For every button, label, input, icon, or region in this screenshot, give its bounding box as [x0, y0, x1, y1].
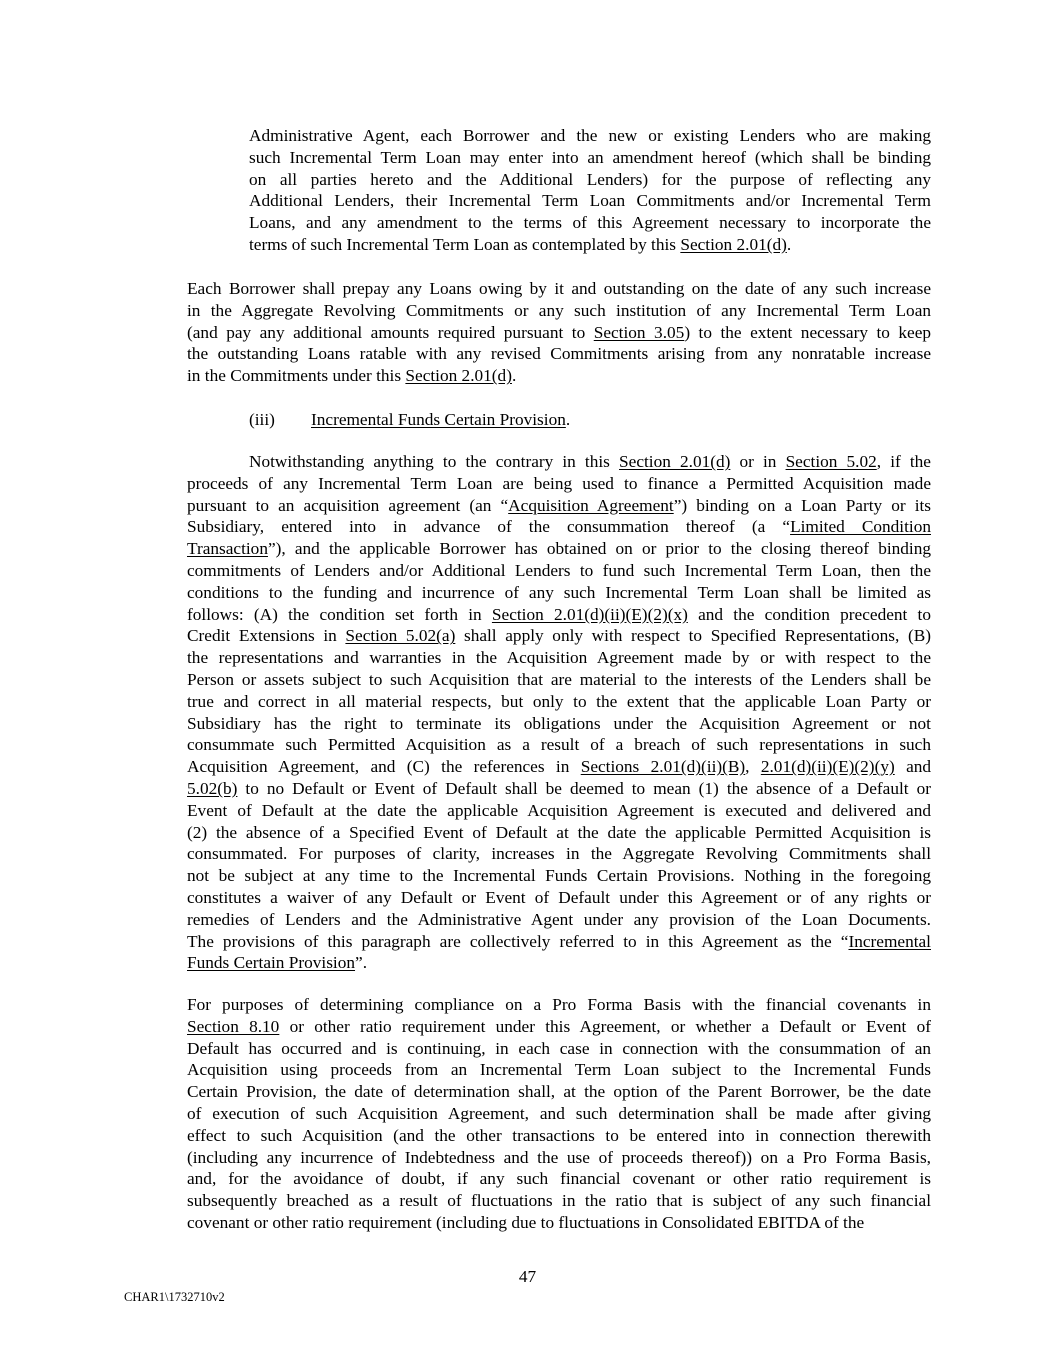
text-run: remedies of Lenders and the Administrative Agent under any provision of the Loan Documents. [187, 909, 931, 929]
cross-reference: Section 8.10 [187, 1016, 280, 1036]
text-line [187, 994, 931, 1016]
text-line [187, 582, 931, 604]
text-line [187, 1147, 931, 1169]
text-line [187, 300, 931, 322]
text-line [249, 234, 931, 256]
section-title: Incremental Funds Certain Provision [311, 410, 566, 429]
text-line [187, 538, 931, 560]
text-line [187, 495, 931, 517]
text-line [187, 560, 931, 582]
text-run: or other ratio requirement under this Agreement, or whether a Default or Event of [279, 1016, 931, 1036]
text-line [187, 822, 931, 844]
text-run: Acquisition using proceeds from an Incremental Term Loan subject to the Incremental Funds [187, 1060, 931, 1080]
cross-reference: 5.02(b) [187, 778, 238, 798]
text-line [187, 278, 931, 300]
cross-reference: Section 3.05 [593, 322, 685, 342]
text-run: commitments of Lenders and/or Additional Lenders to fund such Incremental Term Loan, then the [187, 560, 931, 580]
text-line [187, 451, 931, 473]
text-run: The provisions of this paragraph are collectively referred to in this Agreement as the “ [187, 931, 849, 951]
text-line [187, 1190, 931, 1212]
text-run: conditions to the funding and incurrence of any such Incremental Term Loan shall be limited as [187, 582, 931, 602]
text-run: For purposes of determining compliance on a Pro Forma Basis with the financial covenants in [187, 995, 931, 1014]
text-run: follows: (A) the condition set forth in [187, 604, 492, 624]
text-run: ”) binding on a Loan Party or its [673, 495, 932, 515]
text-run: and, for the avoidance of doubt, if any such financial covenant or other ratio requirement is [187, 1169, 931, 1189]
text-line [187, 1038, 931, 1060]
text-run: or in [730, 452, 786, 471]
text-line [187, 343, 931, 365]
text-run: (2) the absence of a Specified Event of Default at the date the applicable Permitted Acquisition is [187, 822, 931, 842]
text-line [187, 713, 931, 735]
text-run: on all parties hereto and the Additional Lenders) for the purpose of reflecting any [249, 169, 931, 189]
text-line [187, 625, 931, 647]
cross-reference: Section 2.01(d) [619, 452, 731, 471]
cross-reference: 2.01(d)(ii)(E)(2)(y) [760, 757, 895, 777]
text-run: the outstanding Loans ratable with any revised Commitments arising from any nonratable increase [187, 344, 931, 364]
cross-reference: Sections 2.01(d)(ii)(B) [580, 757, 746, 777]
text-run: terms of such Incremental Term Loan as contemplated by this [249, 234, 681, 254]
text-line [187, 843, 931, 865]
text-run: Administrative Agent, each Borrower and the new or existing Lenders who are making [249, 126, 931, 145]
cross-reference: Section 2.01(d)(ii)(E)(2)(x) [491, 604, 688, 624]
text-run: proceeds of any Incremental Term Loan are being used to finance a Permitted Acquisition made [187, 473, 931, 493]
text-line [187, 669, 931, 691]
paragraph-amendment [249, 125, 931, 256]
cross-reference: Transaction [187, 539, 268, 559]
text-line [187, 691, 931, 713]
text-line [187, 647, 931, 669]
text-run: in the Commitments under this [187, 366, 406, 386]
text-run: consummate such Permitted Acquisition as a result of a breach of such representations in such [187, 735, 931, 755]
text-run: shall apply only with respect to Specified Representations, (B) [455, 626, 931, 646]
text-line [187, 1059, 931, 1081]
text-run: Acquisition Agreement, and (C) the references in [187, 757, 581, 777]
paragraph-prepay [187, 278, 931, 387]
cross-reference: Funds Certain Provision [187, 953, 356, 973]
text-run: to no Default or Event of Default shall be deemed to mean (1) the absence of a Default or [237, 778, 931, 798]
text-line [187, 516, 931, 538]
page-number: 47 [518, 1267, 537, 1286]
text-run: pursuant to an acquisition agreement (an “ [187, 495, 509, 515]
text-run: Certain Provision, the date of determination shall, at the option of the Parent Borrower, be the date [187, 1082, 931, 1102]
text-run: ”. [355, 953, 368, 973]
text-line [187, 909, 931, 931]
text-run: covenant or other ratio requirement (including due to fluctuations in Consolidated EBITDA of the [187, 1212, 865, 1232]
text-line [187, 1212, 931, 1234]
text-line [187, 1168, 931, 1190]
text-line [249, 147, 931, 169]
text-run: Person or assets subject to such Acquisition that are material to the interests of the Lenders shall be [187, 669, 931, 689]
text-run: not be subject at any time to the Incremental Funds Certain Provisions. Nothing in the foregoing [187, 866, 931, 886]
text-run: the representations and warranties in the Acquisition Agreement made by or with respect to the [187, 648, 931, 668]
text-run: , [745, 757, 761, 777]
section-heading-iii [249, 409, 931, 431]
text-line [187, 865, 931, 887]
text-run: Subsidiary has the right to terminate its obligations under the Acquisition Agreement or not [187, 713, 931, 733]
text-line [187, 1016, 931, 1038]
text-run: . [511, 366, 517, 386]
text-run: . [786, 234, 792, 254]
cross-reference: Section 2.01(d) [405, 366, 512, 386]
text-run: Loans, and any amendment to the terms of this Agreement necessary to incorporate the [249, 213, 931, 233]
cross-reference: Acquisition Agreement [508, 495, 674, 515]
text-run: Credit Extensions in [187, 626, 346, 646]
text-run: subsequently breached as a result of fluctuations in the ratio that is subject of any such financial [187, 1191, 931, 1211]
cross-reference: Section 5.02(a) [345, 626, 456, 646]
text-run: Notwithstanding anything to the contrary in this [249, 452, 620, 471]
text-line [187, 778, 931, 800]
text-run: Event of Default at the date the applicable Acquisition Agreement is executed and delivered and [187, 800, 931, 820]
paragraph-notwithstanding [187, 451, 931, 974]
text-line [187, 800, 931, 822]
text-line [249, 169, 931, 191]
section-number: (iii) [249, 410, 275, 429]
cross-reference: Limited Condition [790, 517, 931, 537]
text-run: ”), and the applicable Borrower has obtained on or prior to the closing thereof binding [267, 539, 931, 559]
text-run: and [894, 757, 932, 777]
text-run: Additional Lenders, their Incremental Term Loan Commitments and/or Incremental Term [249, 191, 931, 211]
text-line [187, 473, 931, 495]
text-run: such Incremental Term Loan may enter into an amendment hereof (which shall be binding [249, 147, 931, 167]
text-line [187, 887, 931, 909]
text-line [187, 756, 931, 778]
text-run: Default has occurred and is continuing, in each case in connection with the consummation of an [187, 1038, 931, 1058]
text-line [187, 1125, 931, 1147]
text-run: true and correct in all material respects, but only to the extent that the applicable Loan Party or [187, 691, 931, 711]
text-run: ) to the extent necessary to keep [684, 322, 932, 342]
text-line [187, 931, 931, 953]
text-line [249, 190, 931, 212]
text-run: constitutes a waiver of any Default or Event of Default under this Agreement or of any rights or [187, 887, 931, 907]
cross-reference: Incremental [848, 931, 931, 951]
paragraph-pro-forma [187, 994, 931, 1234]
text-line [187, 1081, 931, 1103]
text-line [187, 734, 931, 756]
section-title-period: . [565, 410, 571, 429]
text-line [249, 212, 931, 234]
text-run: , if the [876, 452, 931, 471]
text-run: effect to such Acquisition (and the other transactions to be entered into in connection therewith [187, 1125, 931, 1145]
text-line [187, 952, 931, 974]
text-line [187, 1103, 931, 1125]
text-line [249, 125, 931, 147]
cross-reference: Section 5.02 [785, 452, 877, 471]
text-run: (and pay any additional amounts required pursuant to [187, 322, 594, 342]
text-run: Subsidiary, entered into in advance of the consummation thereof (a “ [187, 517, 791, 537]
text-line [187, 604, 931, 626]
text-run: of execution of such Acquisition Agreement, and such determination shall be made after giving [187, 1103, 931, 1123]
cross-reference: Section 2.01(d) [680, 234, 787, 254]
text-run: in the Aggregate Revolving Commitments or any such institution of any Incremental Term Loan [187, 300, 931, 320]
text-run: and the condition precedent to [687, 604, 932, 624]
text-line [187, 322, 931, 344]
text-run: consummated. For purposes of clarity, increases in the Aggregate Revolving Commitments shall [187, 844, 931, 864]
text-run: Each Borrower shall prepay any Loans owing by it and outstanding on the date of any such increase [187, 279, 931, 298]
document-id: CHAR1\1732710v2 [124, 1290, 225, 1304]
text-line [187, 365, 931, 387]
text-run: (including any incurrence of Indebtedness and the use of proceeds thereof)) on a Pro Forma Basis, [187, 1147, 931, 1167]
